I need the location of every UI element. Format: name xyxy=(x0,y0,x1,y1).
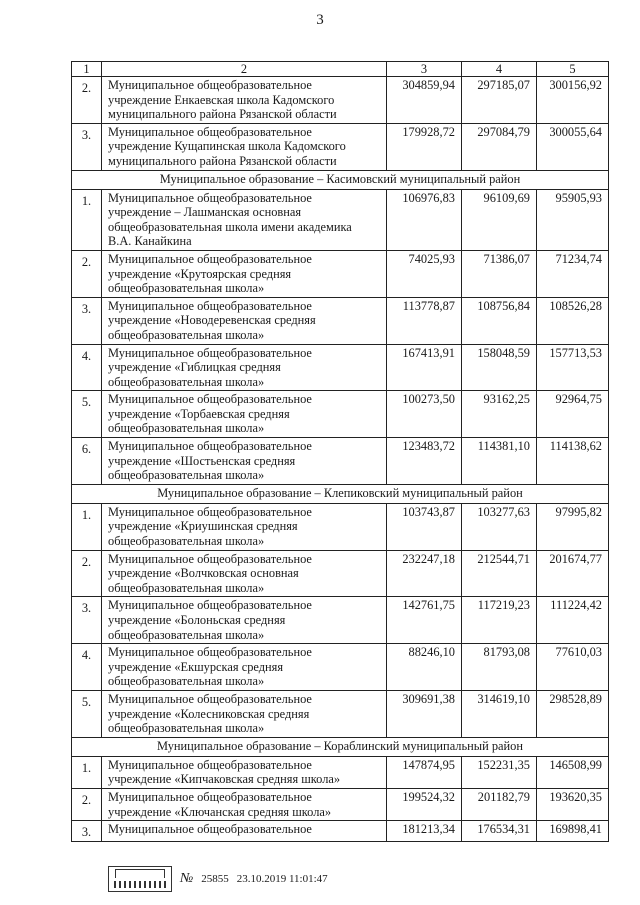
row-number: 4. xyxy=(72,644,102,691)
table-row xyxy=(72,77,609,124)
row-number: 5. xyxy=(72,391,102,438)
institution-name: Муниципальное общеобразовательное учреждение «Екшурская средняя общеобразовательная школа» xyxy=(102,644,387,691)
value-col3: 100273,50 xyxy=(387,391,462,438)
table-header-row xyxy=(72,62,609,77)
table-row xyxy=(72,297,609,344)
value-col5: 92964,75 xyxy=(537,391,609,438)
table-row xyxy=(72,391,609,438)
value-col5: 97995,82 xyxy=(537,503,609,550)
value-col5: 169898,41 xyxy=(537,821,609,842)
value-col3: 88246,10 xyxy=(387,644,462,691)
value-col3: 181213,34 xyxy=(387,821,462,842)
value-col4: 117219,23 xyxy=(462,597,537,644)
table-row xyxy=(72,189,609,250)
value-col3: 147874,95 xyxy=(387,756,462,788)
value-col5: 95905,93 xyxy=(537,189,609,250)
value-col5: 298528,89 xyxy=(537,690,609,737)
table-row xyxy=(72,550,609,597)
value-col4: 158048,59 xyxy=(462,344,537,391)
institution-name: Муниципальное общеобразовательное учреждение «Гиблицкая средняя общеобразовательная школа» xyxy=(102,344,387,391)
value-col4: 103277,63 xyxy=(462,503,537,550)
value-col5: 193620,35 xyxy=(537,788,609,820)
value-col4: 108756,84 xyxy=(462,297,537,344)
building-stamp-icon xyxy=(108,866,172,892)
column-header: 2 xyxy=(102,62,387,77)
institution-name: Муниципальное общеобразовательное учреждение «Кипчаковская средняя школа» xyxy=(102,756,387,788)
value-col4: 152231,35 xyxy=(462,756,537,788)
institution-name: Муниципальное общеобразовательное учреждение «Крутоярская средняя общеобразовательная школа» xyxy=(102,250,387,297)
table-row xyxy=(72,821,609,842)
row-number: 2. xyxy=(72,788,102,820)
value-col4: 114381,10 xyxy=(462,438,537,485)
value-col3: 113778,87 xyxy=(387,297,462,344)
institution-name: Муниципальное общеобразовательное учреждение «Болоньская средняя общеобразовательная школа» xyxy=(102,597,387,644)
row-number: 2. xyxy=(72,550,102,597)
row-number: 5. xyxy=(72,690,102,737)
row-number: 2. xyxy=(72,250,102,297)
section-title: Муниципальное образование – Клепиковский муниципальный район xyxy=(72,484,609,503)
row-number: 3. xyxy=(72,597,102,644)
table-row xyxy=(72,644,609,691)
value-col3: 199524,32 xyxy=(387,788,462,820)
row-number: 1. xyxy=(72,503,102,550)
section-title: Муниципальное образование – Касимовский муниципальный район xyxy=(72,170,609,189)
value-col4: 297185,07 xyxy=(462,77,537,124)
table-row xyxy=(72,344,609,391)
table-row xyxy=(72,756,609,788)
value-col3: 103743,87 xyxy=(387,503,462,550)
budget-table xyxy=(71,61,609,842)
section-row xyxy=(72,484,609,503)
row-number: 1. xyxy=(72,189,102,250)
table-row xyxy=(72,250,609,297)
value-col3: 74025,93 xyxy=(387,250,462,297)
table-row xyxy=(72,788,609,820)
institution-name: Муниципальное общеобразовательное учреждение «Волчковская основная общеобразовательная школа» xyxy=(102,550,387,597)
footer xyxy=(108,866,328,892)
value-col4: 212544,71 xyxy=(462,550,537,597)
column-header: 5 xyxy=(537,62,609,77)
value-col5: 146508,99 xyxy=(537,756,609,788)
value-col3: 179928,72 xyxy=(387,123,462,170)
value-col4: 96109,69 xyxy=(462,189,537,250)
table-row xyxy=(72,123,609,170)
row-number: 3. xyxy=(72,297,102,344)
table-row xyxy=(72,597,609,644)
value-col4: 314619,10 xyxy=(462,690,537,737)
section-title: Муниципальное образование – Кораблинский муниципальный район xyxy=(72,737,609,756)
value-col4: 93162,25 xyxy=(462,391,537,438)
value-col5: 71234,74 xyxy=(537,250,609,297)
row-number: 3. xyxy=(72,123,102,170)
column-header: 3 xyxy=(387,62,462,77)
value-col3: 106976,83 xyxy=(387,189,462,250)
institution-name: Муниципальное общеобразовательное учреждение «Шостьенская средняя общеобразовательная школа» xyxy=(102,438,387,485)
row-number: 4. xyxy=(72,344,102,391)
institution-name: Муниципальное общеобразовательное учреждение «Ключанская средняя школа» xyxy=(102,788,387,820)
column-header: 4 xyxy=(462,62,537,77)
value-col3: 167413,91 xyxy=(387,344,462,391)
institution-name: Муниципальное общеобразовательное учреждение Кущапинская школа Кадомского муниципального района Рязанской области xyxy=(102,123,387,170)
institution-name: Муниципальное общеобразовательное учреждение «Торбаевская средняя общеобразовательная школа» xyxy=(102,391,387,438)
value-col3: 142761,75 xyxy=(387,597,462,644)
value-col5: 108526,28 xyxy=(537,297,609,344)
document-datetime: 23.10.2019 11:01:47 xyxy=(236,873,328,885)
institution-name: Муниципальное общеобразовательное учреждение «Криушинская средняя общеобразовательная школа» xyxy=(102,503,387,550)
value-col3: 232247,18 xyxy=(387,550,462,597)
institution-name: Муниципальное общеобразовательное учреждение «Колесниковская средняя общеобразовательная школа» xyxy=(102,690,387,737)
table-row xyxy=(72,438,609,485)
value-col3: 309691,38 xyxy=(387,690,462,737)
value-col4: 81793,08 xyxy=(462,644,537,691)
document-number: 25855 xyxy=(201,873,229,885)
institution-name: Муниципальное общеобразовательное учреждение – Лашманская основная общеобразовательная школа имени академика В.А. Канайкина xyxy=(102,189,387,250)
page-number: 3 xyxy=(316,12,324,28)
institution-name: Муниципальное общеобразовательное xyxy=(102,821,387,842)
value-col4: 71386,07 xyxy=(462,250,537,297)
value-col5: 157713,53 xyxy=(537,344,609,391)
value-col5: 201674,77 xyxy=(537,550,609,597)
value-col5: 77610,03 xyxy=(537,644,609,691)
number-sign: № xyxy=(180,871,194,886)
row-number: 6. xyxy=(72,438,102,485)
value-col4: 176534,31 xyxy=(462,821,537,842)
value-col4: 297084,79 xyxy=(462,123,537,170)
row-number: 3. xyxy=(72,821,102,842)
row-number: 1. xyxy=(72,756,102,788)
column-header: 1 xyxy=(72,62,102,77)
value-col5: 300156,92 xyxy=(537,77,609,124)
value-col5: 114138,62 xyxy=(537,438,609,485)
value-col5: 111224,42 xyxy=(537,597,609,644)
value-col3: 123483,72 xyxy=(387,438,462,485)
institution-name: Муниципальное общеобразовательное учреждение «Новодеревенская средняя общеобразовательная школа» xyxy=(102,297,387,344)
institution-name: Муниципальное общеобразовательное учреждение Енкаевская школа Кадомского муниципального района Рязанской области xyxy=(102,77,387,124)
section-row xyxy=(72,737,609,756)
value-col3: 304859,94 xyxy=(387,77,462,124)
table-row xyxy=(72,690,609,737)
table-row xyxy=(72,503,609,550)
section-row xyxy=(72,170,609,189)
value-col4: 201182,79 xyxy=(462,788,537,820)
row-number: 2. xyxy=(72,77,102,124)
value-col5: 300055,64 xyxy=(537,123,609,170)
